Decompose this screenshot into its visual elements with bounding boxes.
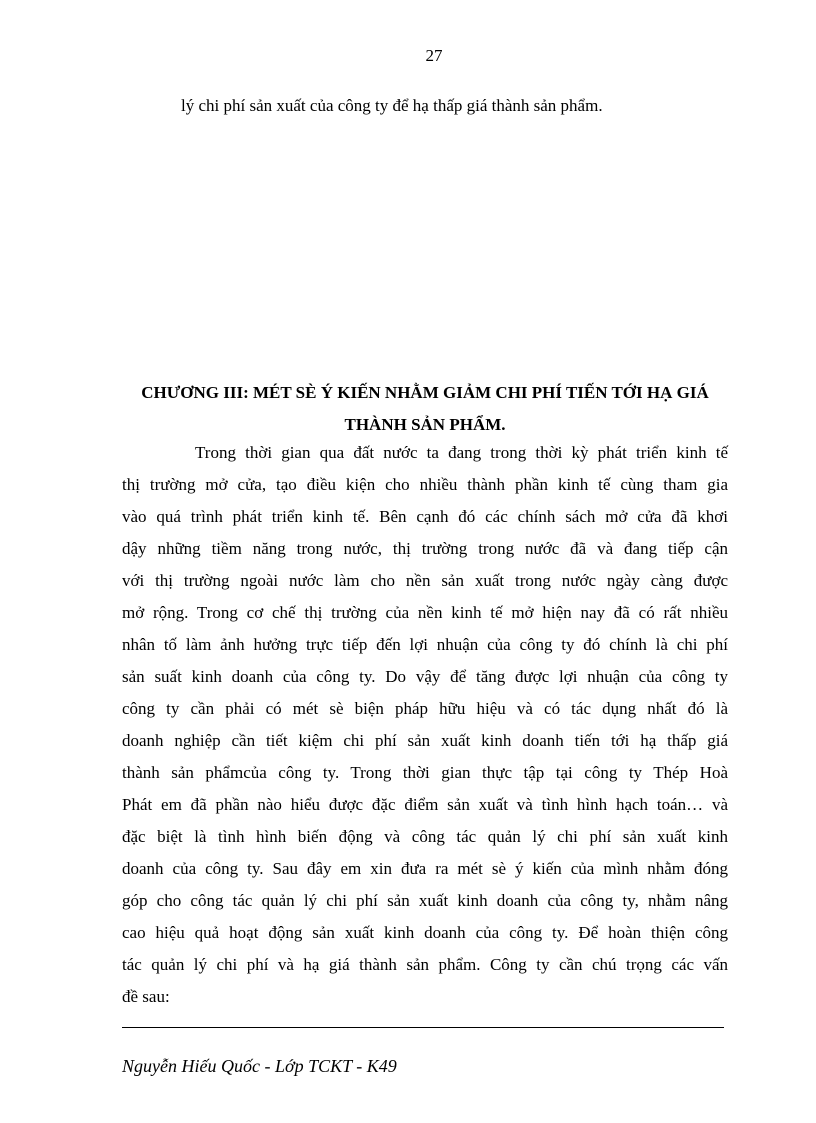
paragraph-line: dậy những tiềm năng trong nước, thị trường trong nước đã và đang tiếp cận: [122, 539, 728, 558]
paragraph-line: sản suất kinh doanh của công ty. Do vậy để tăng được lợi nhuận của công ty: [122, 667, 728, 686]
paragraph-line: vào quá trình phát triển kinh tế. Bên cạnh đó các chính sách mở cửa đã khơi: [122, 507, 728, 526]
paragraph-line: doanh của công ty. Sau đây em xin đưa ra mét sè ý kiến của mình nhằm đóng: [122, 859, 728, 878]
paragraph-line: cao hiệu quả hoạt động sản xuất kinh doanh của công ty. Để hoàn thiện công: [122, 923, 728, 942]
paragraph-line: tác quản lý chi phí và hạ giá thành sản phẩm. Công ty cần chú trọng các vấn: [122, 955, 728, 974]
paragraph-line: Phát em đã phần nào hiểu được đặc điểm sản xuất và tình hình hạch toán… và: [122, 795, 728, 814]
footer-divider: [122, 1027, 724, 1028]
paragraph-line: mở rộng. Trong cơ chế thị trường của nền kinh tế mở hiện nay đã có rất nhiều: [122, 603, 728, 622]
paragraph-line: thành sản phẩmcủa công ty. Trong thời gian thực tập tại công ty Thép Hoà: [122, 763, 728, 782]
footer-author: Nguyễn Hiếu Quốc - Lớp TCKT - K49: [122, 1056, 397, 1076]
page-number: 27: [425, 46, 443, 65]
chapter-title: CHƯƠNG III: MÉT SÈ Ý KIẾN NHẰM GIẢM CHI PHÍ TIẾN TỚI HẠ GIÁ THÀNH SẢN PHẨM.: [141, 383, 709, 434]
paragraph-line: góp cho công tác quản lý chi phí sản xuất kinh doanh của công ty, nhằm nâng: [122, 891, 728, 910]
paragraph-line: thị trường mở cửa, tạo điều kiện cho nhiều thành phần kinh tế cùng tham gia: [122, 475, 728, 494]
continuation-line: lý chi phí sản xuất của công ty để hạ thấp giá thành sản phẩm.: [181, 96, 603, 115]
paragraph-line: nhân tố làm ảnh hưởng trực tiếp đến lợi nhuận của công ty đó chính là chi phí: [122, 635, 728, 654]
paragraph-line: với thị trường ngoài nước làm cho nền sản xuất trong nước ngày càng được: [122, 571, 728, 590]
paragraph-line: doanh nghiệp cần tiết kiệm chi phí sản xuất kinh doanh tiến tới hạ thấp giá: [122, 731, 728, 750]
paragraph-line: công ty cần phải có mét sè biện pháp hữu hiệu và có tác dụng nhất đó là: [122, 699, 728, 718]
paragraph-line: Trong thời gian qua đất nước ta đang trong thời kỳ phát triển kinh tế: [195, 443, 728, 462]
paragraph-line: đặc biệt là tình hình biến động và công tác quản lý chi phí sản xuất kinh: [122, 827, 728, 846]
body-paragraph: [122, 443, 728, 1019]
paragraph-line: đề sau:: [122, 987, 170, 1006]
